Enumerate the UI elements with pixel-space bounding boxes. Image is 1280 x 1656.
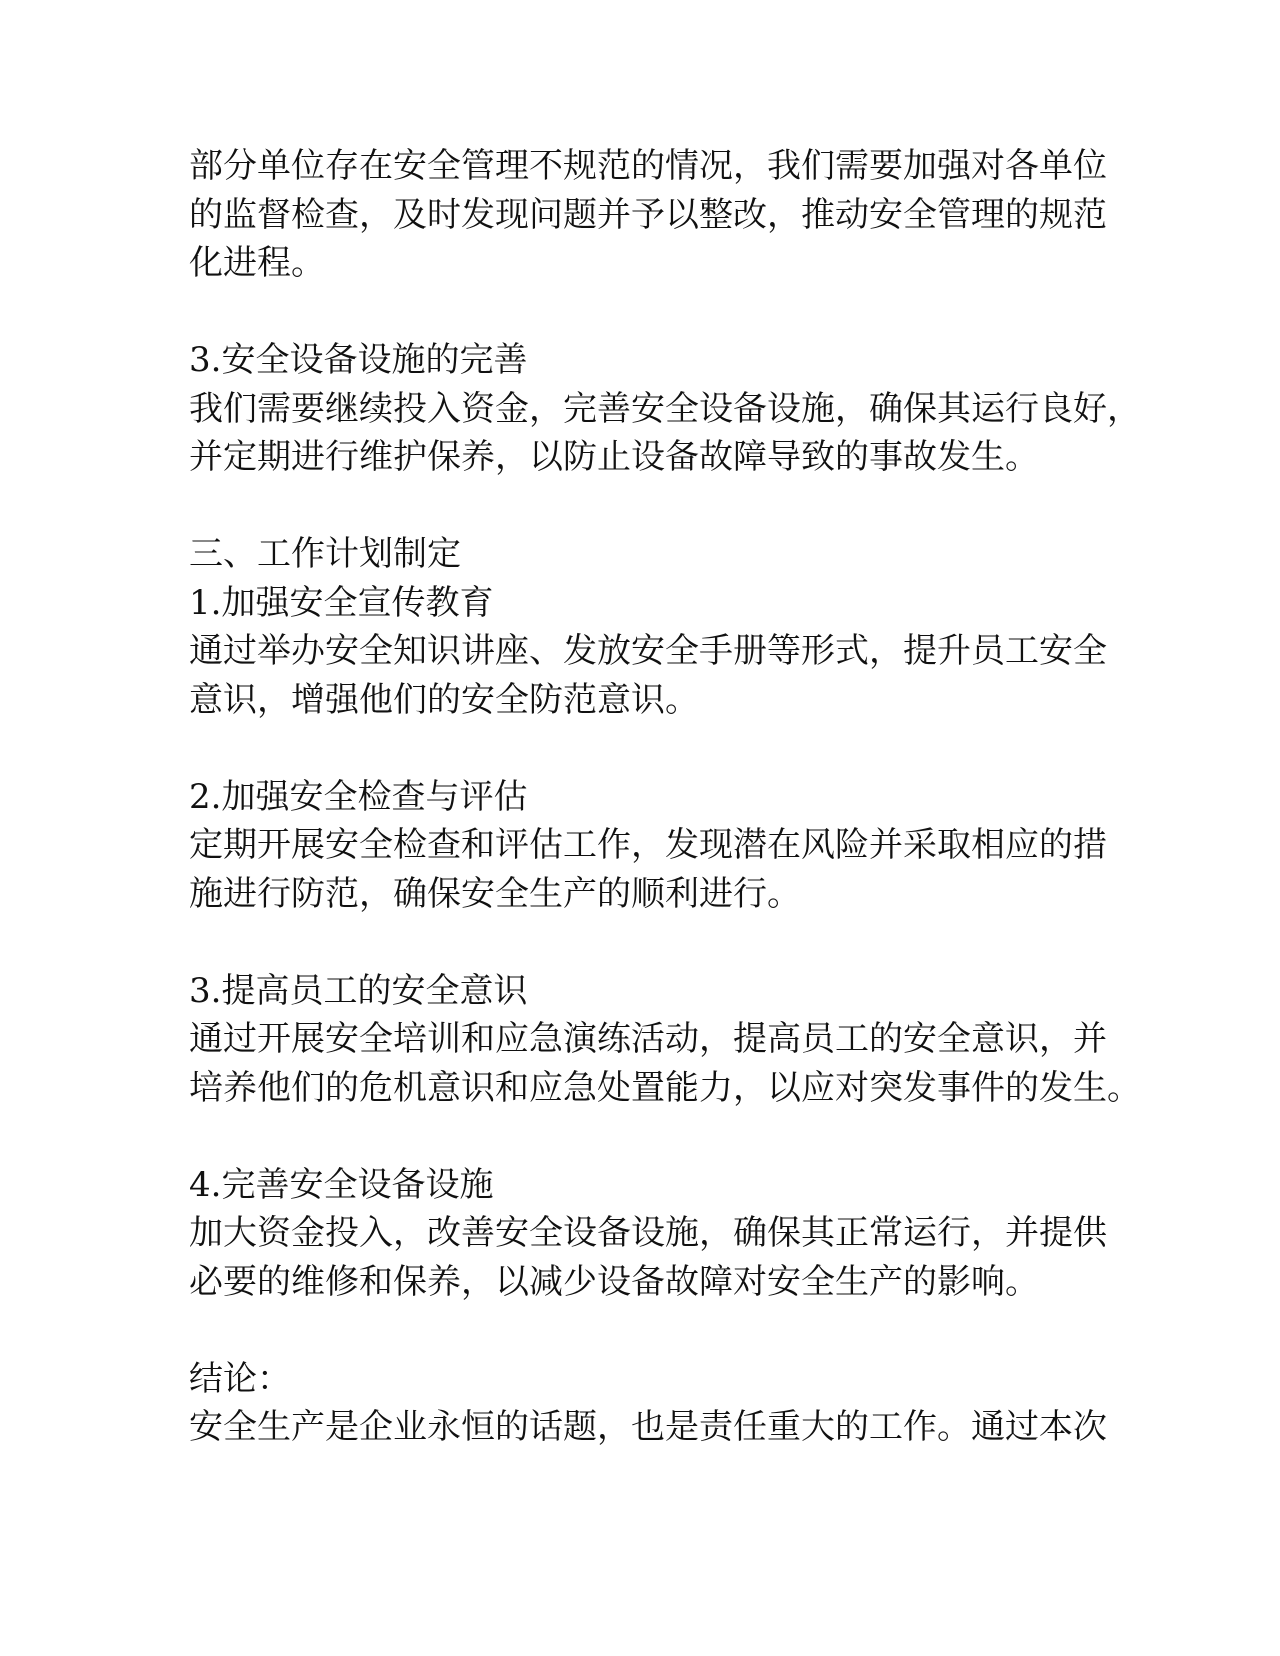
- section-heading: 2.加强安全检查与评估: [189, 776, 528, 817]
- paragraph-line: 定期开展安全检查和评估工作，发现潜在风险并采取相应的措: [189, 825, 1107, 865]
- paragraph-line: 通过开展安全培训和应急演练活动，提高员工的安全意识，并: [189, 1019, 1107, 1059]
- paragraph-line: 安全生产是企业永恒的话题，也是责任重大的工作。通过本次: [189, 1407, 1107, 1447]
- paragraph-line: 加大资金投入，改善安全设备设施，确保其正常运行，并提供: [189, 1213, 1107, 1253]
- paragraph-line: 通过举办安全知识讲座、发放安全手册等形式，提升员工安全: [189, 631, 1107, 671]
- blank-line: [189, 918, 1119, 967]
- section-heading: 4.完善安全设备设施: [189, 1164, 494, 1205]
- paragraph-line: 化进程。: [189, 243, 325, 283]
- blank-line: [189, 482, 1119, 531]
- section-heading: 3.提高员工的安全意识: [189, 970, 528, 1011]
- paragraph-line: 我们需要继续投入资金，完善安全设备设施，确保其运行良好，: [189, 388, 1141, 429]
- section-heading: 3.安全设备设施的完善: [189, 340, 528, 380]
- paragraph-line: 必要的维修和保养，以减少设备故障对安全生产的影响。: [189, 1261, 1039, 1302]
- document-body: [189, 142, 1141, 1452]
- blank-line: [189, 288, 1119, 337]
- section-heading: 1.加强安全宣传教育: [189, 582, 494, 623]
- paragraph-line: 部分单位存在安全管理不规范的情况，我们需要加强对各单位: [189, 146, 1107, 186]
- paragraph-line: 培养他们的危机意识和应急处置能力，以应对突发事件的发生。: [189, 1067, 1141, 1108]
- blank-line: [189, 1112, 1119, 1161]
- paragraph-line: 意识，增强他们的安全防范意识。: [189, 679, 699, 720]
- blank-line: [189, 1306, 1119, 1355]
- paragraph-line: 施进行防范，确保安全生产的顺利进行。: [189, 873, 801, 914]
- conclusion-heading: 结论：: [189, 1358, 291, 1399]
- chapter-heading: 三、工作计划制定: [189, 534, 461, 574]
- paragraph-line: 并定期进行维护保养，以防止设备故障导致的事故发生。: [189, 437, 1039, 477]
- paragraph-line: 的监督检查，及时发现问题并予以整改，推动安全管理的规范: [189, 194, 1107, 235]
- blank-line: [189, 724, 1119, 773]
